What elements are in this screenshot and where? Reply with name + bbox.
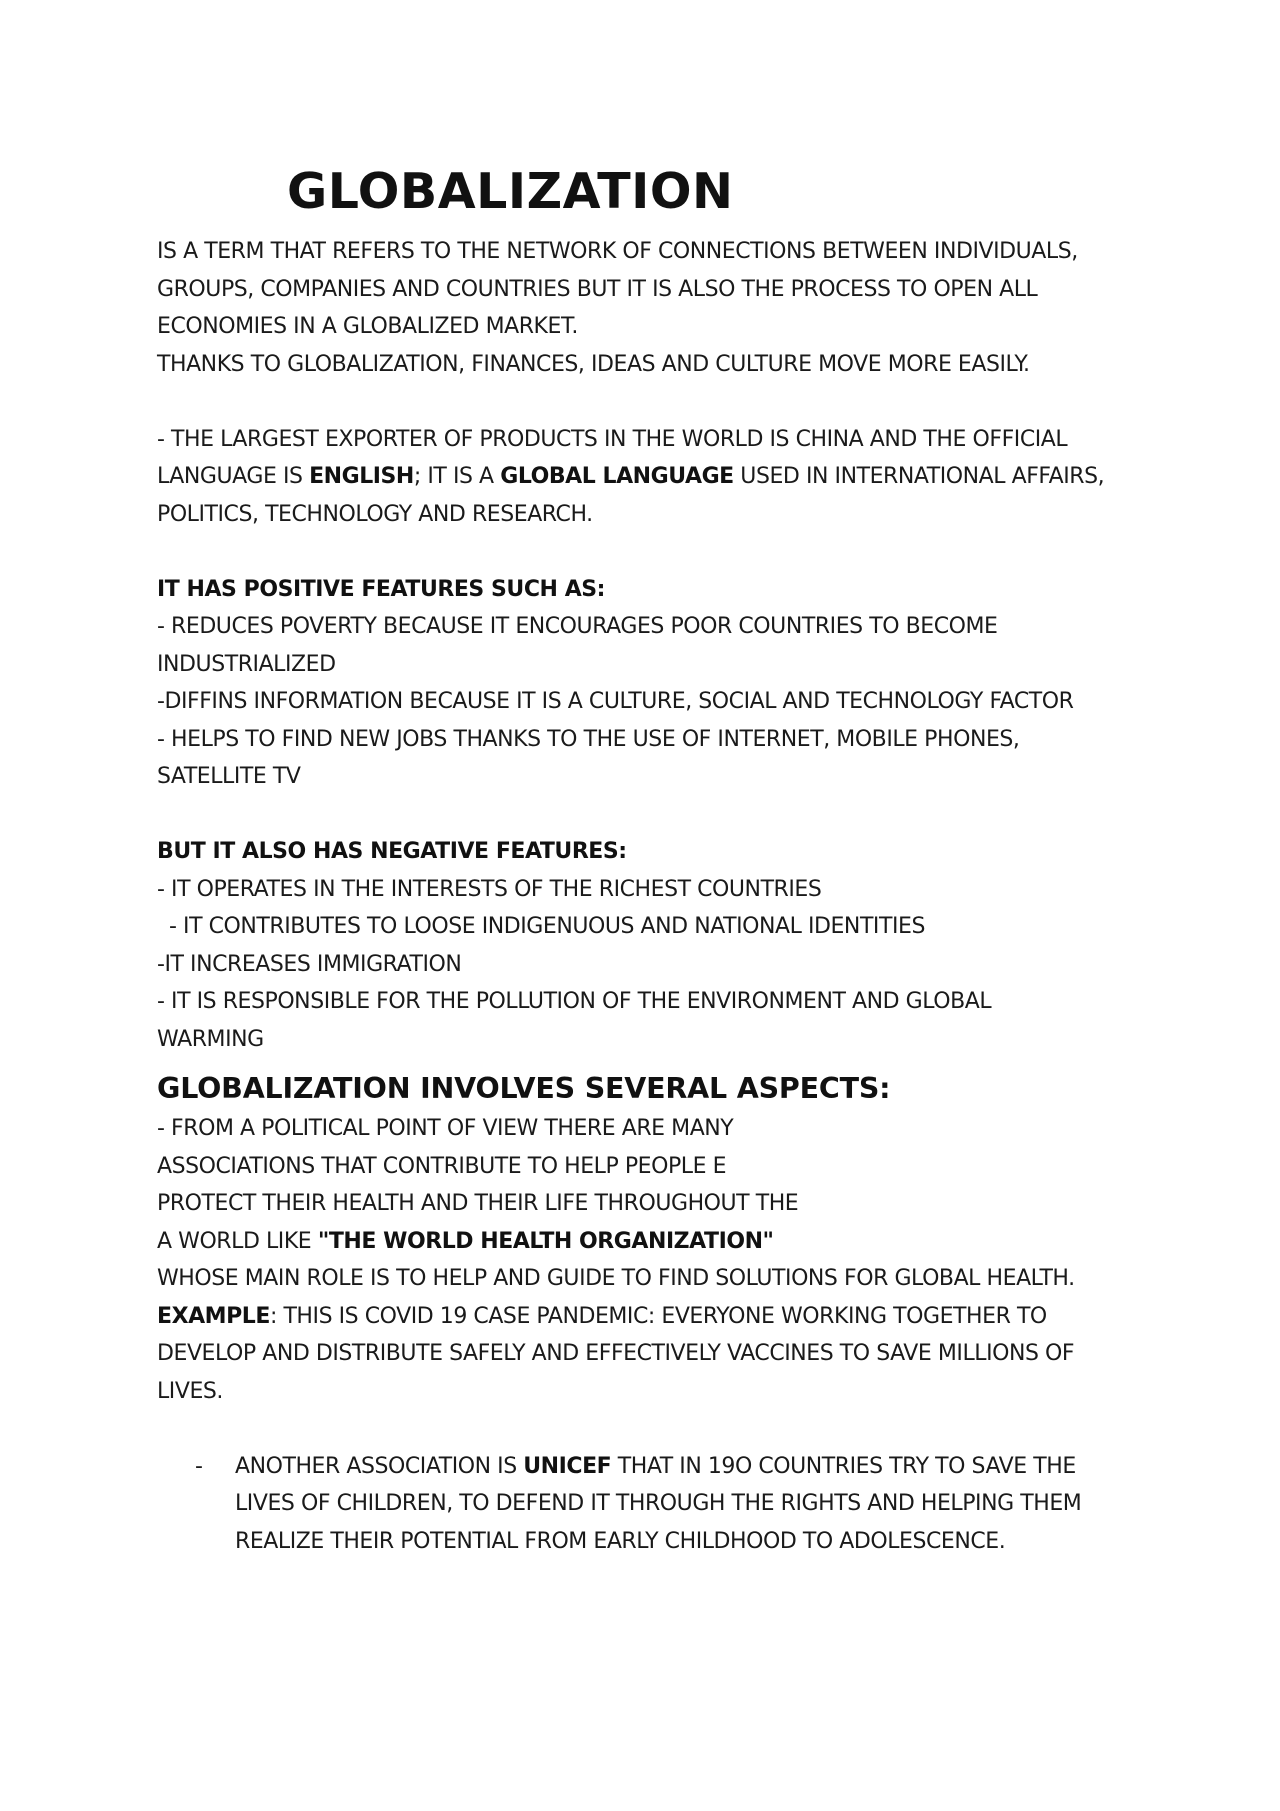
aspects-section <box>157 1068 1157 1410</box>
text-run: LANGUAGE IS <box>157 464 310 489</box>
aspects-heading: GLOBALIZATION INVOLVES SEVERAL ASPECTS: <box>157 1072 891 1105</box>
aspects-line: - FROM A POLITICAL POINT OF VIEW THERE ARE MANY <box>157 1116 734 1141</box>
aspects-line: LIVES. <box>157 1378 223 1404</box>
positive-item: - HELPS TO FIND NEW JOBS THANKS TO THE USE OF INTERNET, MOBILE PHONES, <box>157 726 1020 752</box>
negative-item: - IT OPERATES IN THE INTERESTS OF THE RICHEST COUNTRIES <box>157 876 822 902</box>
text-run: THAT IN 19O COUNTRIES TRY TO SAVE THE <box>611 1453 1076 1479</box>
positive-heading-text: IT HAS POSITIVE FEATURES SUCH AS: <box>157 576 606 602</box>
spacer <box>157 1410 1157 1448</box>
negative-heading <box>157 833 1157 871</box>
text-run: : THIS IS COVID 19 CASE PANDEMIC: EVERYONE WORKING TOGETHER TO <box>269 1303 1047 1329</box>
bold-example: EXAMPLE <box>157 1303 270 1329</box>
positive-heading <box>157 571 1157 609</box>
bold-english: ENGLISH <box>309 464 414 489</box>
intro-paragraph <box>157 233 1157 383</box>
aspects-line: PROTECT THEIR HEALTH AND THEIR LIFE THROUGHOUT THE <box>157 1191 799 1216</box>
negative-item: - IT IS RESPONSIBLE FOR THE POLLUTION OF THE ENVIRONMENT AND GLOBAL <box>157 989 992 1014</box>
spacer <box>157 533 1157 571</box>
bullet-dash: - <box>195 1453 203 1479</box>
unicef-bullet <box>157 1448 1157 1561</box>
aspects-line: WHOSE MAIN ROLE IS TO HELP AND GUIDE TO FIND SOLUTIONS FOR GLOBAL HEALTH. <box>157 1266 1075 1291</box>
negative-item: - IT CONTRIBUTES TO LOOSE INDIGENUOUS AND NATIONAL IDENTITIES <box>169 914 925 939</box>
intro-line: ECONOMIES IN A GLOBALIZED MARKET. <box>157 314 578 339</box>
unicef-line: REALIZE THEIR POTENTIAL FROM EARLY CHILDHOOD TO ADOLESCENCE. <box>235 1528 1006 1554</box>
aspects-line <box>157 1298 1157 1336</box>
unicef-line: LIVES OF CHILDREN, TO DEFEND IT THROUGH THE RIGHTS AND HELPING THEM <box>235 1491 1082 1516</box>
text-run: USED IN INTERNATIONAL AFFAIRS, <box>733 464 1105 489</box>
aspects-line <box>157 1223 1157 1261</box>
unicef-line <box>235 1448 1157 1486</box>
positive-item: - REDUCES POVERTY BECAUSE IT ENCOURAGES POOR COUNTRIES TO BECOME <box>157 614 998 639</box>
intro-line: IS A TERM THAT REFERS TO THE NETWORK OF CONNECTIONS BETWEEN INDIVIDUALS, <box>157 239 1078 264</box>
document-body <box>157 233 1157 1560</box>
positive-item: SATELLITE TV <box>157 764 301 789</box>
bold-who: "THE WORLD HEALTH ORGANIZATION" <box>317 1228 774 1254</box>
positive-item: -DIFFINS INFORMATION BECAUSE IT IS A CULTURE, SOCIAL AND TECHNOLOGY FACTOR <box>157 689 1074 714</box>
negative-item: WARMING <box>157 1026 264 1052</box>
document-title: GLOBALIZATION <box>287 163 734 220</box>
positive-features-section <box>157 571 1157 796</box>
spacer <box>157 383 1157 421</box>
positive-item: INDUSTRIALIZED <box>157 651 336 677</box>
text-run: A WORLD LIKE <box>157 1228 318 1254</box>
spacer <box>157 796 1157 834</box>
bold-unicef: UNICEF <box>523 1453 612 1479</box>
negative-features-section <box>157 833 1157 1058</box>
aspects-line: ASSOCIATIONS THAT CONTRIBUTE TO HELP PEOPLE E <box>157 1153 727 1179</box>
intro-line: THANKS TO GLOBALIZATION, FINANCES, IDEAS AND CULTURE MOVE MORE EASILY. <box>157 351 1030 377</box>
negative-heading-text: BUT IT ALSO HAS NEGATIVE FEATURES: <box>157 839 627 864</box>
intro-line: GROUPS, COMPANIES AND COUNTRIES BUT IT IS ALSO THE PROCESS TO OPEN ALL <box>157 276 1038 302</box>
exporter-line <box>157 458 1157 496</box>
negative-item: -IT INCREASES IMMIGRATION <box>157 951 462 977</box>
exporter-paragraph <box>157 421 1157 534</box>
text-run: ; IT IS A <box>413 464 501 489</box>
exporter-line: POLITICS, TECHNOLOGY AND RESEARCH. <box>157 501 593 527</box>
text-run: ANOTHER ASSOCIATION IS <box>235 1453 524 1479</box>
aspects-line: DEVELOP AND DISTRIBUTE SAFELY AND EFFECTIVELY VACCINES TO SAVE MILLIONS OF <box>157 1341 1075 1366</box>
exporter-line: - THE LARGEST EXPORTER OF PRODUCTS IN THE WORLD IS CHINA AND THE OFFICIAL <box>157 426 1068 452</box>
bold-global-language: GLOBAL LANGUAGE <box>500 464 734 489</box>
